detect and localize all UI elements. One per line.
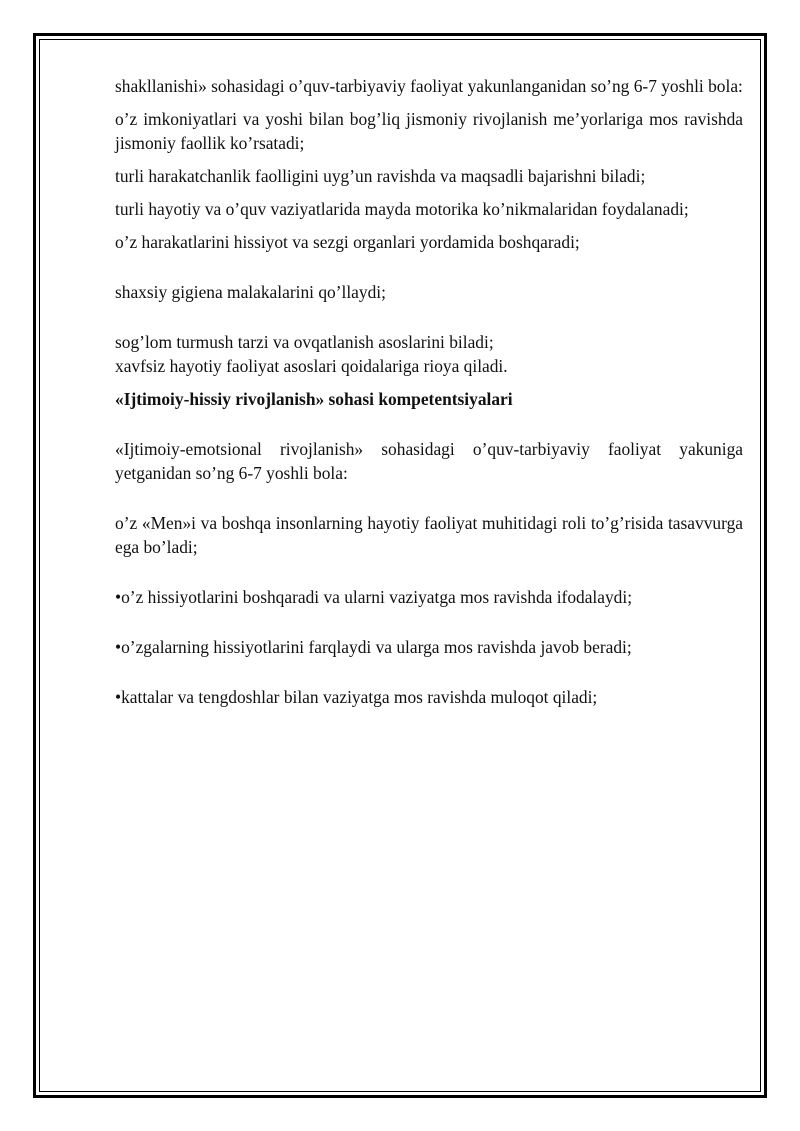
document-body <box>115 74 743 709</box>
paragraph-senses: o’z harakatlarini hissiyot va sezgi organlari yordamida boshqaradi; <box>115 232 580 252</box>
paragraph-physical-activity: o’z imkoniyatlari va yoshi bilan bog’liq jismoniy rivojlanish me’yorlariga mos ravishda jismoniy faollik ko’rsatadi; <box>115 109 743 153</box>
list-item-communication: •kattalar va tengdoshlar bilan vaziyatga mos ravishda muloqot qiladi; <box>115 687 598 707</box>
list-item-others-emotions: •o’zgalarning hissiyotlarini farqlaydi va ularga mos ravishda javob beradi; <box>115 637 632 657</box>
paragraph-self-image: o’z «Men»i va boshqa insonlarning hayotiy faoliyat muhitidagi roli to’g’risida tasavvurga ega bo’ladi; <box>115 513 743 557</box>
section-heading: «Ijtimoiy-hissiy rivojlanish» sohasi kompetentsiyalari <box>115 389 513 409</box>
paragraph-mobility: turli harakatchanlik faolligini uyg’un ravishda va maqsadli bajarishni biladi; <box>115 166 646 186</box>
paragraph-motor-skills: turli hayotiy va o’quv vaziyatlarida mayda motorika ko’nikmalaridan foydalanadi; <box>115 199 689 219</box>
list-item-emotions: •o’z hissiyotlarini boshqaradi va ularni vaziyatga mos ravishda ifodalaydi; <box>115 587 633 607</box>
paragraph-healthy-lifestyle: sog’lom turmush tarzi va ovqatlanish asoslarini biladi; <box>115 332 494 352</box>
paragraph-social-intro: «Ijtimoiy-emotsional rivojlanish» sohasidagi o’quv-tarbiyaviy faoliyat yakuniga yetganidan so’ng 6-7 yoshli bola: <box>115 439 743 483</box>
paragraph-safety: xavfsiz hayotiy faoliyat asoslari qoidalariga rioya qiladi. <box>115 356 508 376</box>
paragraph-hygiene: shaxsiy gigiena malakalarini qo’llaydi; <box>115 282 386 302</box>
paragraph-intro: shakllanishi» sohasidagi o’quv-tarbiyaviy faoliyat yakunlanganidan so’ng 6-7 yoshli bola: <box>115 76 743 96</box>
